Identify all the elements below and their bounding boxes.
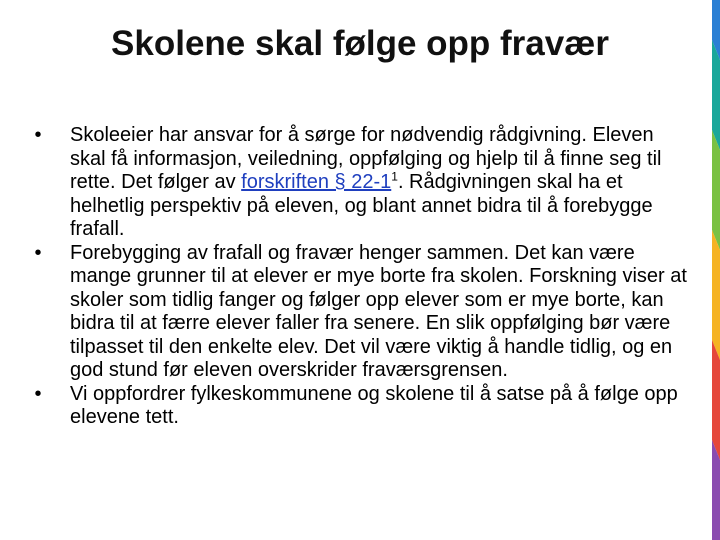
bullet-1-text-before: Skoleeier har ansvar for å sørge for nødvendig rådgivning. Eleven skal få informasjon, veiledning, oppfølging og hjelp til å finne seg til rette. Det følger av	[70, 124, 662, 193]
accent-segment-5	[712, 340, 720, 460]
bullet-3-text: Vi oppfordrer fylkeskommunene og skolene til å satse på å følge opp elevene tett.	[70, 382, 678, 428]
bullet-1-text-after: . Rådgivningen skal ha et helhetlig perspektiv på eleven, og blant annet bidra til å forebygge frafall.	[70, 171, 653, 240]
forskriften-link[interactable]: forskriften § 22-1	[241, 171, 392, 193]
bullet-item-1	[26, 124, 690, 242]
footnote-superscript: 1	[391, 169, 398, 184]
bullet-list	[26, 124, 690, 430]
bullet-dot: •	[34, 124, 42, 146]
bullet-item-3	[26, 383, 690, 430]
bullet-dot: •	[34, 241, 42, 264]
accent-segment-4	[712, 230, 720, 360]
accent-segment-3	[712, 130, 720, 250]
decorative-accent-strip	[712, 0, 720, 540]
accent-strip-graphic	[712, 0, 720, 540]
bullet-item-2	[26, 242, 690, 383]
bullet-dot: •	[34, 382, 42, 405]
bullet-2-text: Forebygging av frafall og fravær henger sammen. Det kan være mange grunner til at elever er mye borte fra skolen. Forskning viser at skoler som tidlig fanger og følger opp elever som er mye borte, kan bidra til at færre elever faller fra senere. En slik oppfølging bør være tilpasset til den enkelte elev. Det vil være viktig å handle tidlig, og en god stund før eleven overskrider fraværsgrensen.	[70, 241, 687, 381]
slide-title: Skolene skal følge opp fravær	[111, 24, 609, 63]
